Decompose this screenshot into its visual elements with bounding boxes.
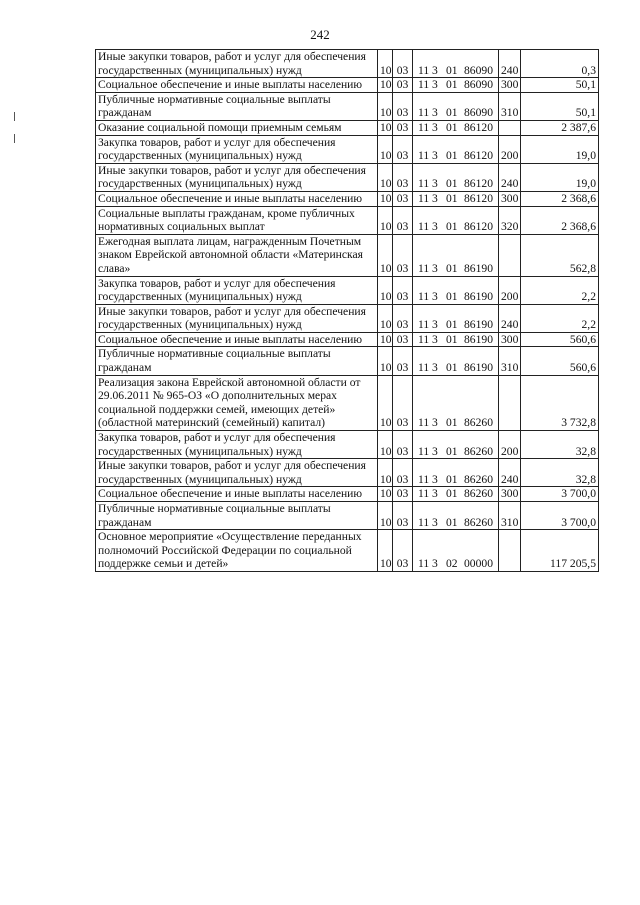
row-name: Оказание социальной помощи приемным семьям [96, 120, 378, 135]
program-code-part: 01 [446, 191, 458, 205]
program-code-part: 3 [432, 149, 438, 163]
row-name: Закупка товаров, работ и услуг для обеспечения государственных (муниципальных) нужд [96, 135, 378, 163]
program-code [413, 120, 499, 135]
subsection-code: 03 [393, 347, 413, 375]
subsection-code: 03 [393, 332, 413, 347]
amount: 2,2 [521, 304, 599, 332]
row-name: Социальное обеспечение и иные выплаты населению [96, 191, 378, 206]
margin-mark [14, 112, 15, 121]
program-code-part: 3 [432, 120, 438, 134]
program-code [413, 92, 499, 120]
table-row [96, 276, 599, 304]
program-code [413, 78, 499, 93]
expense-type-code: 200 [499, 431, 521, 459]
amount: 50,1 [521, 92, 599, 120]
program-code-part: 01 [446, 78, 458, 92]
program-code-part: 11 [418, 261, 430, 275]
row-name: Реализация закона Еврейской автономной области от 29.06.2011 № 965-ОЗ «О дополнительных мерах социальной поддержки семей, имеющих детей» (областной материнский (семейный) капитал) [96, 375, 378, 430]
subsection-code: 03 [393, 234, 413, 276]
table-row [96, 487, 599, 502]
section-code: 10 [378, 206, 393, 234]
program-code-part: 11 [418, 120, 430, 134]
program-code-part: 11 [418, 444, 430, 458]
section-code: 10 [378, 375, 393, 430]
amount: 560,6 [521, 347, 599, 375]
amount: 3 732,8 [521, 375, 599, 430]
table-row [96, 459, 599, 487]
program-code-part: 86120 [464, 191, 493, 205]
amount: 2 368,6 [521, 191, 599, 206]
subsection-code: 03 [393, 120, 413, 135]
row-name: Социальные выплаты гражданам, кроме публичных нормативных социальных выплат [96, 206, 378, 234]
program-code-part: 86190 [464, 261, 493, 275]
table-row [96, 234, 599, 276]
program-code-part: 86260 [464, 444, 493, 458]
section-code: 10 [378, 347, 393, 375]
amount: 3 700,0 [521, 502, 599, 530]
program-code-part: 01 [446, 220, 458, 234]
expense-type-code: 240 [499, 163, 521, 191]
program-code-part: 86090 [464, 63, 493, 77]
row-name: Социальное обеспечение и иные выплаты населению [96, 332, 378, 347]
program-code-part: 00000 [464, 557, 493, 571]
program-code-part: 11 [418, 318, 430, 332]
subsection-code: 03 [393, 163, 413, 191]
program-code-part: 01 [446, 261, 458, 275]
program-code-part: 86190 [464, 332, 493, 346]
program-code-part: 01 [446, 120, 458, 134]
row-name: Ежегодная выплата лицам, награжденным Почетным знаком Еврейской автономной области «Материнская слава» [96, 234, 378, 276]
section-code: 10 [378, 234, 393, 276]
margin-mark [14, 134, 15, 143]
program-code-part: 3 [432, 557, 438, 571]
subsection-code: 03 [393, 530, 413, 572]
program-code-part: 86260 [464, 472, 493, 486]
program-code-part: 3 [432, 515, 438, 529]
expense-type-code: 240 [499, 50, 521, 78]
program-code-part: 3 [432, 444, 438, 458]
program-code [413, 431, 499, 459]
row-name: Закупка товаров, работ и услуг для обеспечения государственных (муниципальных) нужд [96, 276, 378, 304]
table-row [96, 347, 599, 375]
row-name: Публичные нормативные социальные выплаты гражданам [96, 347, 378, 375]
program-code [413, 163, 499, 191]
expense-type-code: 300 [499, 191, 521, 206]
program-code-part: 11 [418, 191, 430, 205]
program-code-part: 01 [446, 472, 458, 486]
program-code-part: 11 [418, 361, 430, 375]
program-code-part: 11 [418, 63, 430, 77]
program-code-part: 86260 [464, 515, 493, 529]
subsection-code: 03 [393, 191, 413, 206]
expense-type-code [499, 375, 521, 430]
program-code-part: 3 [432, 361, 438, 375]
program-code-part: 11 [418, 177, 430, 191]
table-row [96, 304, 599, 332]
program-code-part: 11 [418, 487, 430, 501]
table-row [96, 135, 599, 163]
section-code: 10 [378, 276, 393, 304]
expense-type-code: 200 [499, 135, 521, 163]
section-code: 10 [378, 120, 393, 135]
table-row [96, 120, 599, 135]
program-code [413, 276, 499, 304]
program-code-part: 11 [418, 515, 430, 529]
program-code-part: 3 [432, 472, 438, 486]
section-code: 10 [378, 502, 393, 530]
row-name: Публичные нормативные социальные выплаты гражданам [96, 92, 378, 120]
program-code-part: 3 [432, 78, 438, 92]
program-code-part: 11 [418, 220, 430, 234]
section-code: 10 [378, 332, 393, 347]
row-name: Публичные нормативные социальные выплаты гражданам [96, 502, 378, 530]
section-code: 10 [378, 487, 393, 502]
section-code: 10 [378, 304, 393, 332]
program-code-part: 86090 [464, 106, 493, 120]
program-code [413, 530, 499, 572]
table-row [96, 431, 599, 459]
program-code-part: 01 [446, 63, 458, 77]
program-code-part: 11 [418, 472, 430, 486]
program-code-part: 3 [432, 177, 438, 191]
section-code: 10 [378, 431, 393, 459]
section-code: 10 [378, 459, 393, 487]
program-code-part: 01 [446, 444, 458, 458]
row-name: Основное мероприятие «Осуществление переданных полномочий Российской Федерации по социальной поддержке семьи и детей» [96, 530, 378, 572]
program-code-part: 11 [418, 149, 430, 163]
program-code-part: 02 [446, 557, 458, 571]
program-code [413, 191, 499, 206]
row-name: Иные закупки товаров, работ и услуг для обеспечения государственных (муниципальных) нужд [96, 304, 378, 332]
program-code-part: 3 [432, 261, 438, 275]
table-row [96, 530, 599, 572]
program-code-part: 3 [432, 106, 438, 120]
expense-type-code: 320 [499, 206, 521, 234]
section-code: 10 [378, 135, 393, 163]
row-name: Иные закупки товаров, работ и услуг для обеспечения государственных (муниципальных) нужд [96, 50, 378, 78]
table-row [96, 375, 599, 430]
amount: 2 368,6 [521, 206, 599, 234]
amount: 2,2 [521, 276, 599, 304]
table-row [96, 78, 599, 93]
program-code-part: 01 [446, 515, 458, 529]
program-code [413, 206, 499, 234]
program-code [413, 135, 499, 163]
program-code-part: 86190 [464, 290, 493, 304]
program-code-part: 3 [432, 191, 438, 205]
amount: 0,3 [521, 50, 599, 78]
program-code-part: 3 [432, 416, 438, 430]
amount: 50,1 [521, 78, 599, 93]
subsection-code: 03 [393, 135, 413, 163]
subsection-code: 03 [393, 502, 413, 530]
budget-table [95, 49, 599, 572]
subsection-code: 03 [393, 304, 413, 332]
amount: 3 700,0 [521, 487, 599, 502]
program-code-part: 11 [418, 78, 430, 92]
program-code [413, 304, 499, 332]
subsection-code: 03 [393, 276, 413, 304]
subsection-code: 03 [393, 431, 413, 459]
program-code-part: 86190 [464, 361, 493, 375]
subsection-code: 03 [393, 375, 413, 430]
program-code [413, 50, 499, 78]
program-code-part: 3 [432, 63, 438, 77]
program-code-part: 01 [446, 416, 458, 430]
row-name: Закупка товаров, работ и услуг для обеспечения государственных (муниципальных) нужд [96, 431, 378, 459]
expense-type-code: 200 [499, 276, 521, 304]
expense-type-code: 310 [499, 502, 521, 530]
page-number: 242 [310, 27, 330, 42]
expense-type-code: 240 [499, 304, 521, 332]
table-row [96, 92, 599, 120]
program-code-part: 86120 [464, 120, 493, 134]
expense-type-code [499, 530, 521, 572]
section-code: 10 [378, 163, 393, 191]
program-code-part: 11 [418, 557, 430, 571]
amount: 32,8 [521, 431, 599, 459]
program-code-part: 86120 [464, 177, 493, 191]
program-code-part: 11 [418, 332, 430, 346]
section-code: 10 [378, 78, 393, 93]
program-code-part: 11 [418, 416, 430, 430]
subsection-code: 03 [393, 50, 413, 78]
amount: 19,0 [521, 163, 599, 191]
table-row [96, 50, 599, 78]
program-code [413, 332, 499, 347]
table-row [96, 206, 599, 234]
section-code: 10 [378, 530, 393, 572]
program-code-part: 01 [446, 332, 458, 346]
amount: 32,8 [521, 459, 599, 487]
program-code-part: 86120 [464, 220, 493, 234]
program-code-part: 3 [432, 332, 438, 346]
program-code [413, 487, 499, 502]
expense-type-code: 300 [499, 78, 521, 93]
subsection-code: 03 [393, 206, 413, 234]
program-code-part: 01 [446, 290, 458, 304]
program-code [413, 502, 499, 530]
program-code-part: 86120 [464, 149, 493, 163]
program-code [413, 375, 499, 430]
program-code-part: 01 [446, 149, 458, 163]
expense-type-code: 300 [499, 332, 521, 347]
program-code-part: 3 [432, 290, 438, 304]
program-code-part: 01 [446, 361, 458, 375]
subsection-code: 03 [393, 92, 413, 120]
program-code [413, 234, 499, 276]
program-code [413, 347, 499, 375]
amount: 117 205,5 [521, 530, 599, 572]
expense-type-code [499, 234, 521, 276]
program-code-part: 11 [418, 290, 430, 304]
program-code-part: 01 [446, 487, 458, 501]
row-name: Социальное обеспечение и иные выплаты населению [96, 487, 378, 502]
program-code-part: 01 [446, 177, 458, 191]
amount: 19,0 [521, 135, 599, 163]
table-row [96, 502, 599, 530]
program-code-part: 3 [432, 220, 438, 234]
row-name: Иные закупки товаров, работ и услуг для обеспечения государственных (муниципальных) нужд [96, 459, 378, 487]
amount: 560,6 [521, 332, 599, 347]
expense-type-code: 310 [499, 347, 521, 375]
expense-type-code: 310 [499, 92, 521, 120]
program-code-part: 86190 [464, 318, 493, 332]
row-name: Иные закупки товаров, работ и услуг для обеспечения государственных (муниципальных) нужд [96, 163, 378, 191]
table-row [96, 332, 599, 347]
program-code-part: 3 [432, 487, 438, 501]
expense-type-code: 300 [499, 487, 521, 502]
section-code: 10 [378, 191, 393, 206]
row-name: Социальное обеспечение и иные выплаты населению [96, 78, 378, 93]
section-code: 10 [378, 50, 393, 78]
program-code-part: 86260 [464, 487, 493, 501]
amount: 2 387,6 [521, 120, 599, 135]
expense-type-code: 240 [499, 459, 521, 487]
subsection-code: 03 [393, 459, 413, 487]
table-row [96, 163, 599, 191]
subsection-code: 03 [393, 487, 413, 502]
section-code: 10 [378, 92, 393, 120]
program-code-part: 86090 [464, 78, 493, 92]
amount: 562,8 [521, 234, 599, 276]
subsection-code: 03 [393, 78, 413, 93]
program-code-part: 11 [418, 106, 430, 120]
program-code-part: 86260 [464, 416, 493, 430]
program-code-part: 01 [446, 318, 458, 332]
program-code-part: 01 [446, 106, 458, 120]
table-row [96, 191, 599, 206]
program-code [413, 459, 499, 487]
expense-type-code [499, 120, 521, 135]
program-code-part: 3 [432, 318, 438, 332]
budget-table-body [96, 50, 599, 572]
